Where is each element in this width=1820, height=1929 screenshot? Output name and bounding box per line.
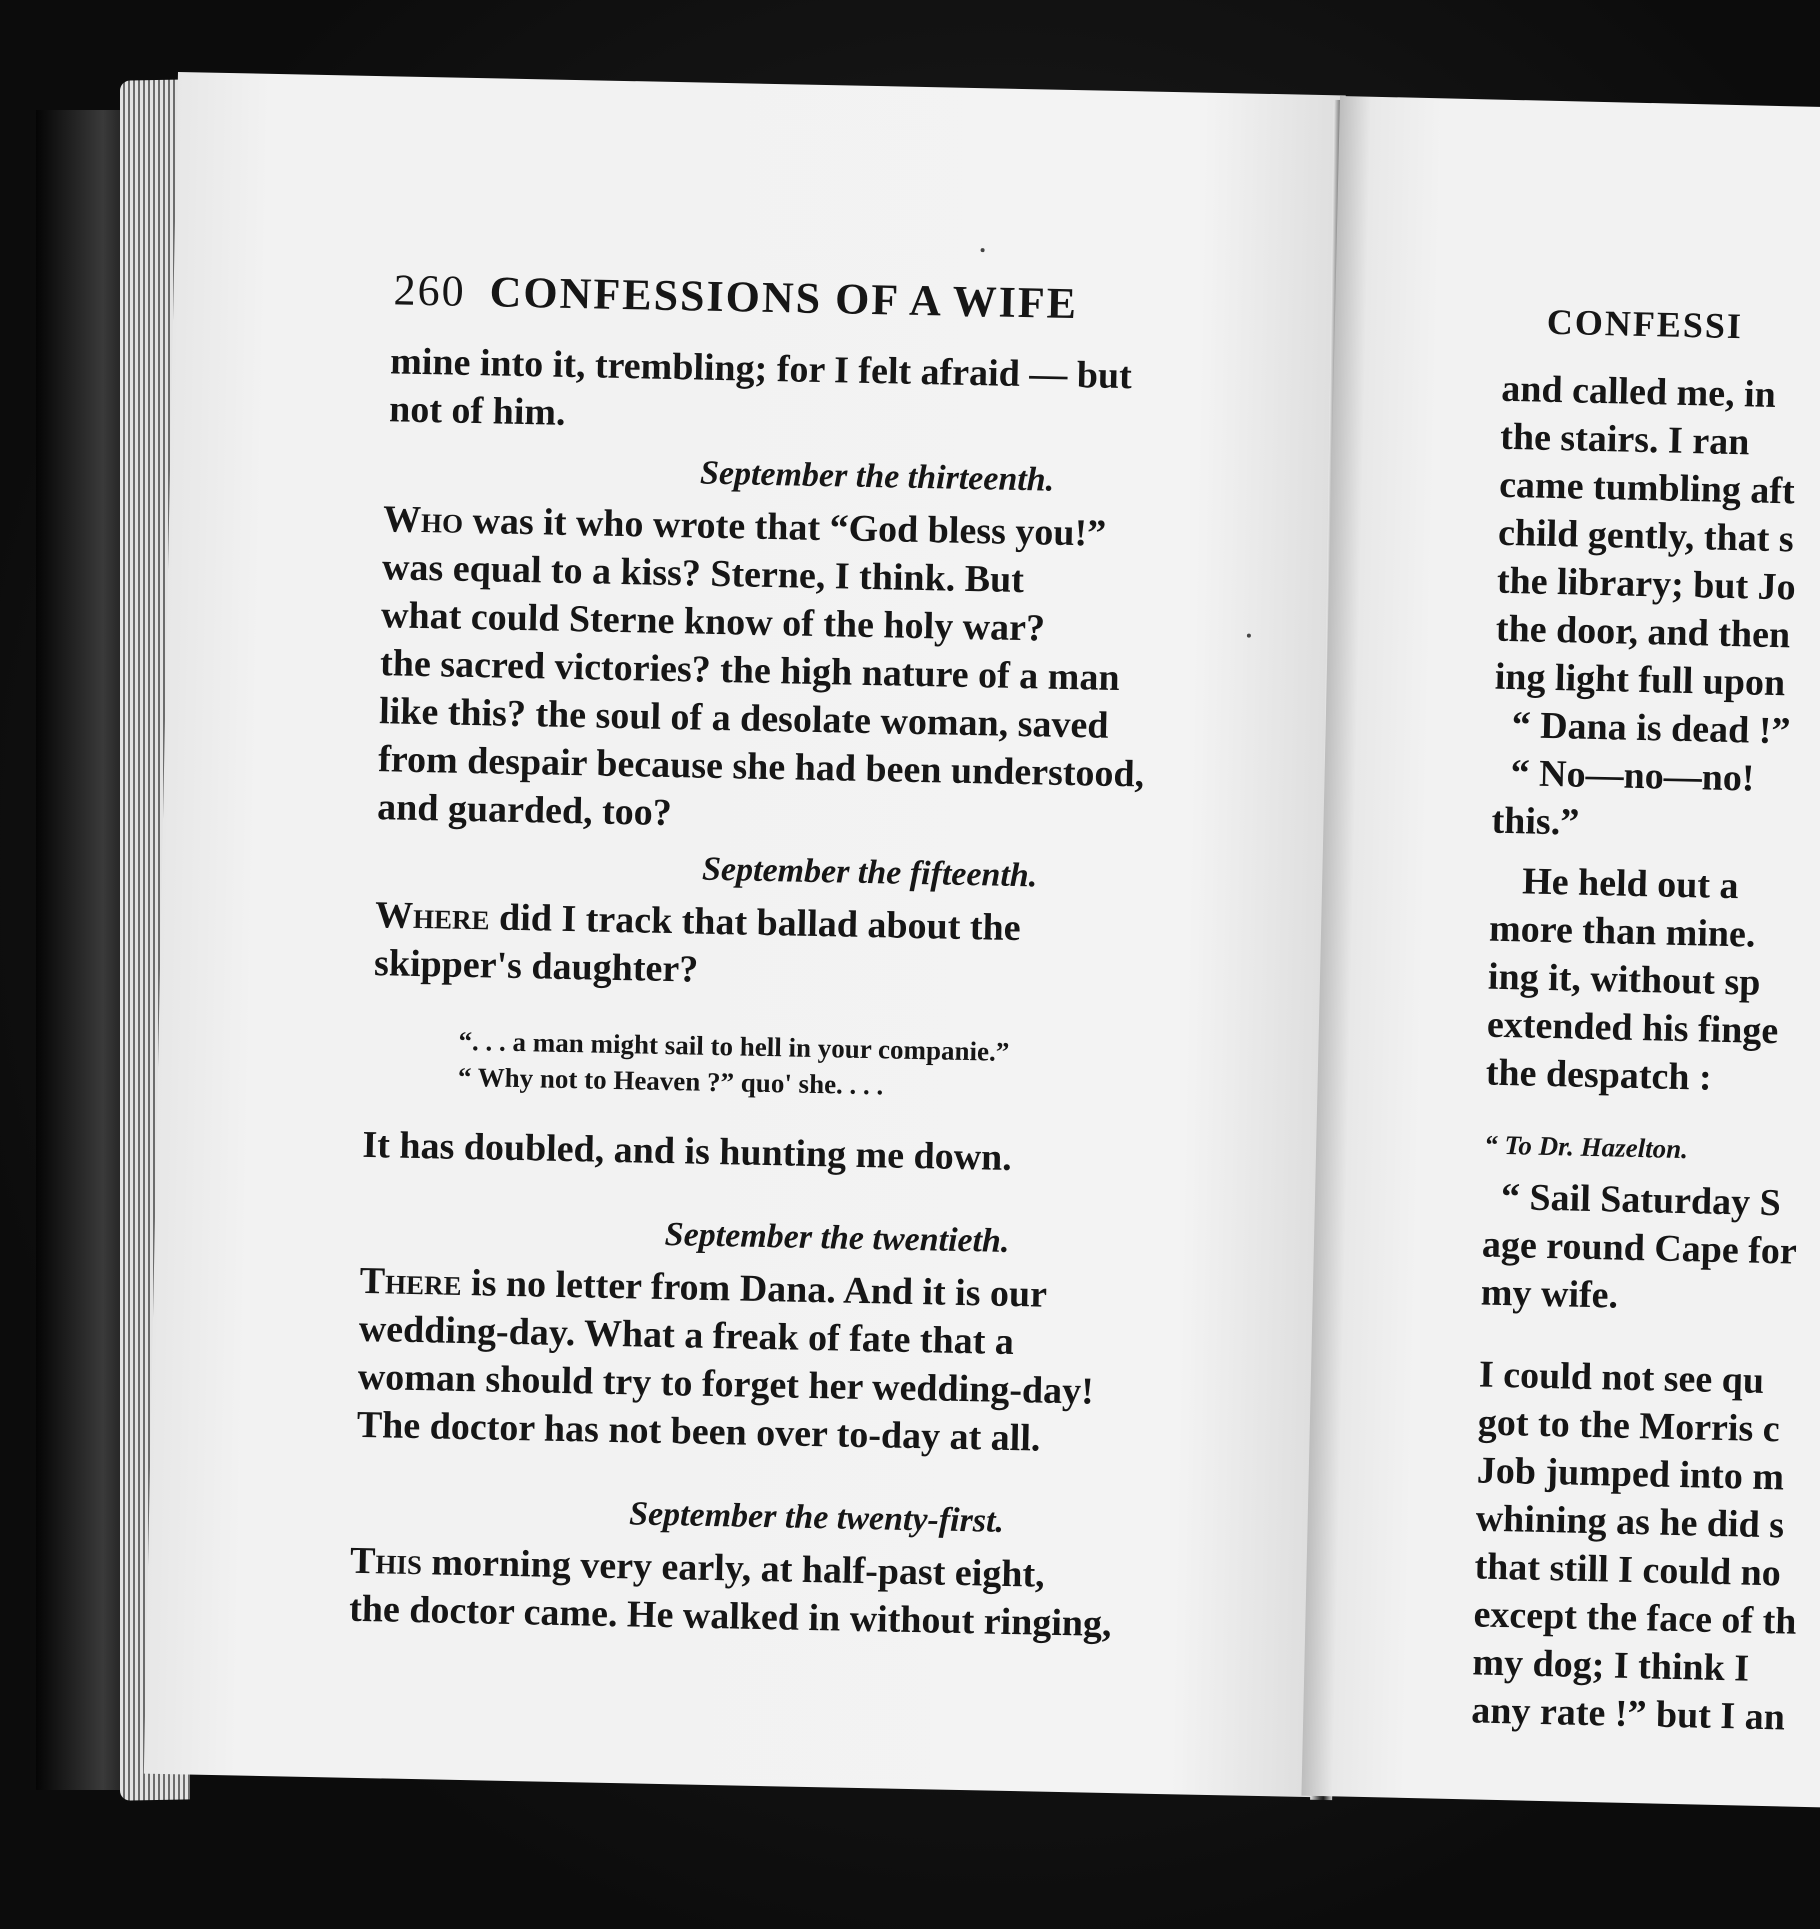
body-line: woman should try to forget her wedding-day!	[357, 1355, 1095, 1413]
entry-first-line-text: was it who wrote that “God bless you!”	[462, 499, 1107, 555]
body-line: wedding-day. What a freak of fate that a	[358, 1307, 1015, 1364]
ballad-quote-line: “ Why not to Heaven ?” quo' she. . . .	[457, 1061, 884, 1101]
body-line: the despatch :	[1485, 1051, 1713, 1099]
book-title: CONFESSIONS OF A WIFE	[489, 267, 1079, 329]
ballad-quote-line: “. . . a man might sail to hell in your companie.”	[458, 1025, 1010, 1067]
body-line: child gently, that s	[1497, 511, 1795, 561]
telegram-line: “ Sail Saturday S	[1500, 1175, 1782, 1225]
entry-date: September the twenty-first.	[628, 1495, 1005, 1540]
body-line: was equal to a kiss? Sterne, I think. But	[381, 546, 1025, 602]
entry-lead-word: This	[349, 1539, 423, 1584]
page-number: 260	[393, 265, 467, 316]
entry-first-line-text: morning very early, at half-past eight,	[421, 1541, 1046, 1596]
entry-date: September the fifteenth.	[701, 850, 1038, 895]
telegram-line: age round Cape for	[1481, 1223, 1798, 1273]
body-line: from despair because she had been understood,	[377, 738, 1145, 796]
body-line: I could not see qu	[1478, 1353, 1765, 1402]
ink-speck	[981, 248, 985, 252]
entry-date: September the thirteenth.	[699, 454, 1055, 499]
body-line: extended his finge	[1486, 1003, 1779, 1053]
left-page	[144, 72, 1346, 1797]
body-line: and called me, in	[1500, 367, 1777, 416]
entry-first-line	[349, 1539, 1046, 1596]
entry-first-line	[383, 500, 1107, 553]
entry-first-line	[359, 1259, 1048, 1316]
entry-lead-word: Where	[374, 894, 491, 939]
body-line: the door, and then	[1495, 607, 1791, 657]
body-line: ing it, without sp	[1487, 955, 1761, 1004]
body-line: the library; but Jo	[1496, 559, 1797, 609]
entry-date: September the twentieth.	[664, 1216, 1010, 1260]
body-line: whining as he did s	[1475, 1497, 1785, 1547]
body-line: and guarded, too?	[376, 786, 673, 835]
entry-first-line-text: is no letter from Dana. And it is our	[461, 1261, 1048, 1316]
body-line: my dog; I think I	[1472, 1641, 1750, 1690]
body-line: It has doubled, and is hunting me down.	[362, 1123, 1013, 1179]
entry-lead-word: There	[359, 1259, 463, 1304]
body-line: got to the Morris c	[1477, 1401, 1781, 1451]
body-line: mine into it, trembling; for I felt afraid — but	[389, 340, 1133, 398]
right-page	[1301, 96, 1820, 1807]
body-line: not of him.	[388, 388, 566, 434]
telegram-line: my wife.	[1480, 1271, 1619, 1317]
body-line: more than mine.	[1488, 907, 1756, 956]
body-line: like this? the soul of a desolate woman, saved	[378, 690, 1109, 747]
body-line: this.”	[1491, 799, 1580, 844]
entry-first-line-text: did I track that ballad about the	[489, 896, 1021, 950]
entry-first-line	[374, 894, 1021, 950]
book-spine-shadow	[36, 110, 132, 1790]
body-line: The doctor has not been over to-day at all.	[356, 1403, 1041, 1460]
ink-speck	[1247, 634, 1251, 638]
body-line: “ Dana is dead !”	[1511, 704, 1791, 753]
entry-lead-word: Who	[382, 498, 464, 542]
telegram-address: “ To Dr. Hazelton.	[1483, 1129, 1689, 1165]
body-line: the sacred victories? the high nature of a man	[379, 642, 1120, 700]
body-line: ing light full upon	[1494, 655, 1786, 705]
running-head: CONFESSI	[1546, 301, 1744, 347]
body-line: skipper's daughter?	[373, 942, 699, 991]
body-line: what could Sterne know of the holy war?	[380, 594, 1046, 650]
body-line: He held out a	[1521, 860, 1740, 908]
running-head	[393, 264, 1078, 329]
body-line: except the face of th	[1473, 1593, 1797, 1643]
body-line: Job jumped into m	[1476, 1449, 1785, 1499]
body-line: any rate !” but I an	[1470, 1689, 1786, 1739]
body-line: that still I could no	[1474, 1545, 1782, 1595]
body-line: the doctor came. He walked in without ringing,	[348, 1587, 1112, 1646]
body-line: came tumbling aft	[1498, 463, 1796, 513]
body-line: the stairs. I ran	[1499, 415, 1750, 464]
body-line: “ No—no—no!	[1510, 752, 1755, 800]
